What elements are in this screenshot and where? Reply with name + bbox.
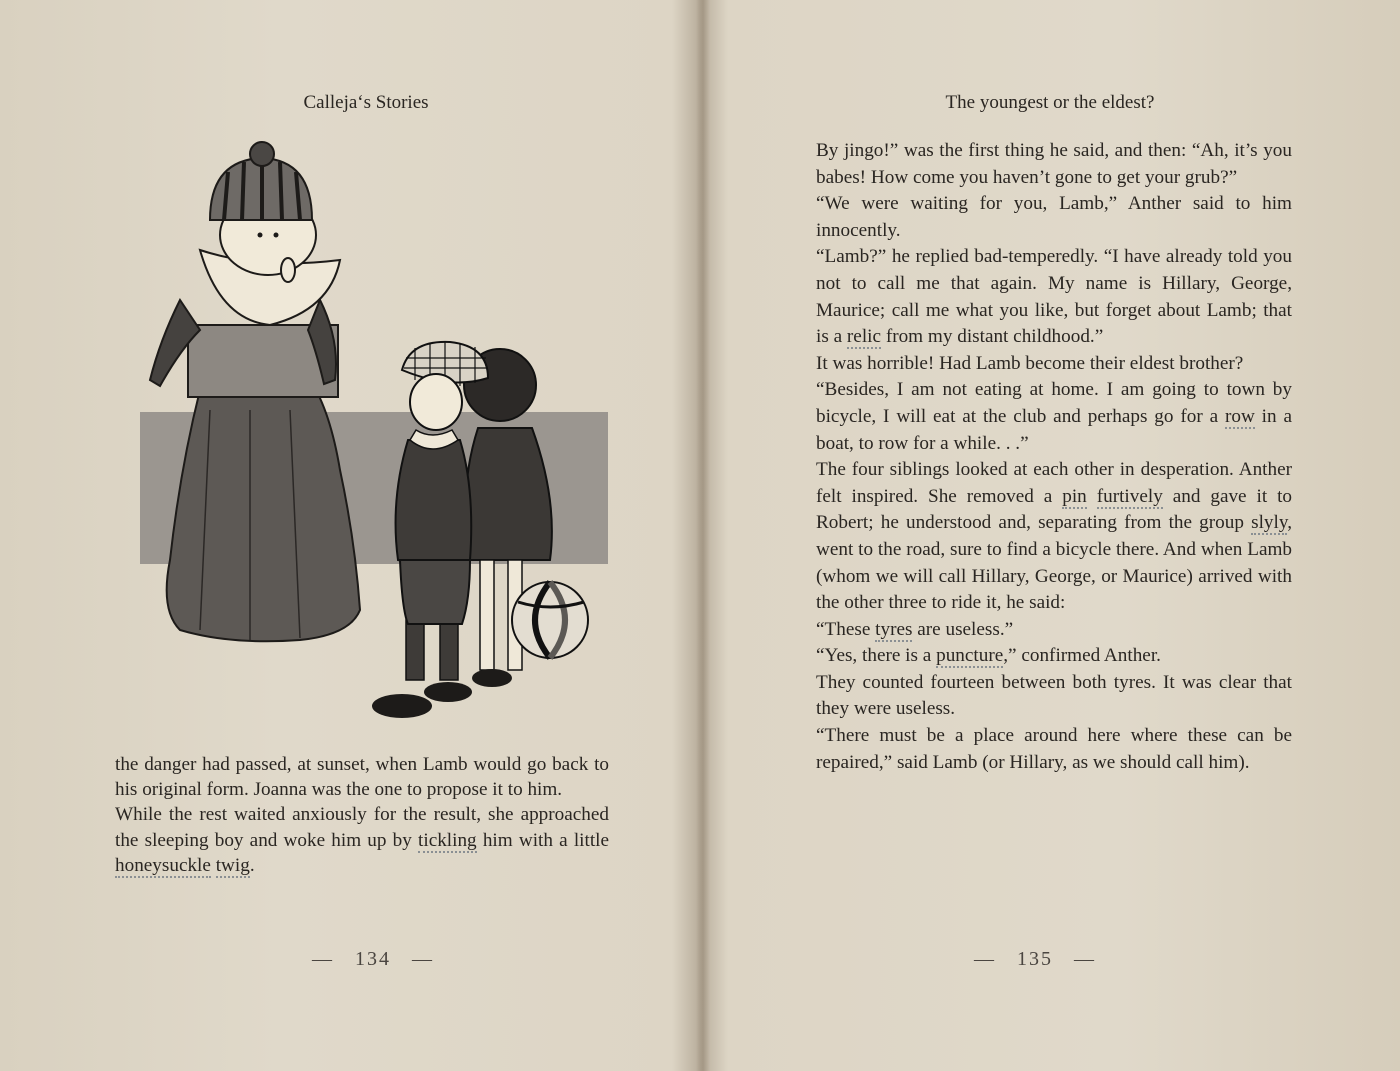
left-paragraph-1: the danger had passed, at sunset, when Lamb would go back to his original form. Joanna was the one to propose it to him.: [115, 754, 609, 801]
baby-pacifier: [281, 258, 295, 282]
glossary-term-relic[interactable]: relic: [846, 326, 882, 348]
glossary-term-tickling[interactable]: tickling: [418, 829, 477, 851]
left-paragraph-2: [115, 802, 609, 878]
glossary-term-honeysuckle[interactable]: honeysuckle: [115, 854, 211, 876]
left-page-number-value: 134: [355, 948, 391, 970]
right-paragraph-2: “We were waiting for you, Lamb,” Anther said to him innocently.: [816, 193, 1292, 241]
glossary-term-tyres[interactable]: tyres: [875, 618, 913, 640]
left-running-head: Calleja‘s Stories: [303, 92, 429, 113]
text-run: are useless.”: [912, 618, 1014, 640]
text-run: him with a little: [476, 829, 609, 851]
right-page-number-value: 135: [1017, 948, 1053, 970]
text-run: in a boat, to row for a while. . .”: [816, 405, 1292, 454]
right-paragraph-10: “There must be a place around here where these can be repaired,” said Lamb (or Hillary, as we should call him).: [816, 725, 1292, 773]
right-paragraph-9: They counted fourteen between both tyres. It was clear that they were useless.: [816, 671, 1292, 720]
boy-coat: [396, 440, 472, 565]
text-run: “These: [816, 618, 876, 640]
glossary-term-puncture[interactable]: puncture: [936, 645, 1004, 667]
beach-ball: [512, 582, 588, 658]
text-run: ,” confirmed Anther.: [1003, 645, 1161, 667]
text-run: , went to the road, sure to find a bicycle there. And when Lamb (whom we will call Hillary, George, or Maurice) arrived with the other three to ride it, he said:: [816, 512, 1292, 614]
text-run: “Lamb?” he replied bad-temperedly. “I have already told you not to call me that again. My name is Hillary, George, Maurice; call me what you like, but forget about Lamb; that is a: [816, 246, 1292, 348]
glossary-term-pin[interactable]: pin: [1062, 485, 1087, 507]
text-run: “Yes, there is a: [816, 645, 937, 667]
right-paragraph-1: By jingo!” was the first thing he said, and then: “Ah, it’s you babes! How come you haven’t gone to get your grub?”: [816, 140, 1292, 188]
right-paragraph-7: [816, 617, 1292, 644]
right-page-number: — 135 —: [974, 948, 1096, 970]
right-paragraph-4: It was horrible! Had Lamb become their eldest brother?: [816, 352, 1244, 374]
right-running-head: The youngest or the eldest?: [945, 92, 1155, 113]
text-run: While the rest waited anxiously for the result, she approached the sleeping boy and woke him up by: [115, 804, 609, 851]
glossary-term-twig[interactable]: twig: [215, 854, 250, 876]
left-page-number: — 134 —: [312, 948, 434, 970]
baby-hat-pompom: [250, 142, 274, 166]
girl-dress: [466, 428, 552, 560]
glossary-term-slyly[interactable]: slyly: [1251, 512, 1288, 534]
glossary-term-row[interactable]: row: [1224, 405, 1255, 427]
right-paragraph-6: [816, 457, 1292, 617]
text-run: and gave it to Robert; he understood and, separating from the group: [816, 485, 1293, 534]
text-run: from my distant childhood.”: [881, 326, 1104, 348]
right-page: [708, 0, 1400, 1071]
right-body-text: [816, 138, 1292, 776]
text-run: “Besides, I am not eating at home. I am going to town by bicycle, I will eat at the club and perhaps go for a: [816, 379, 1292, 427]
left-body-text: [115, 752, 609, 878]
right-paragraph-8: [816, 643, 1292, 670]
illustration-baby-and-children: [140, 140, 610, 740]
boy-face: [410, 374, 462, 430]
right-paragraph-3: [816, 244, 1292, 350]
text-run: The four siblings looked at each other in desperation. Anther felt inspired. She removed a: [816, 459, 1292, 507]
right-paragraph-5: [816, 377, 1292, 457]
glossary-term-furtively[interactable]: furtively: [1096, 485, 1163, 507]
text-run: .: [249, 854, 255, 876]
